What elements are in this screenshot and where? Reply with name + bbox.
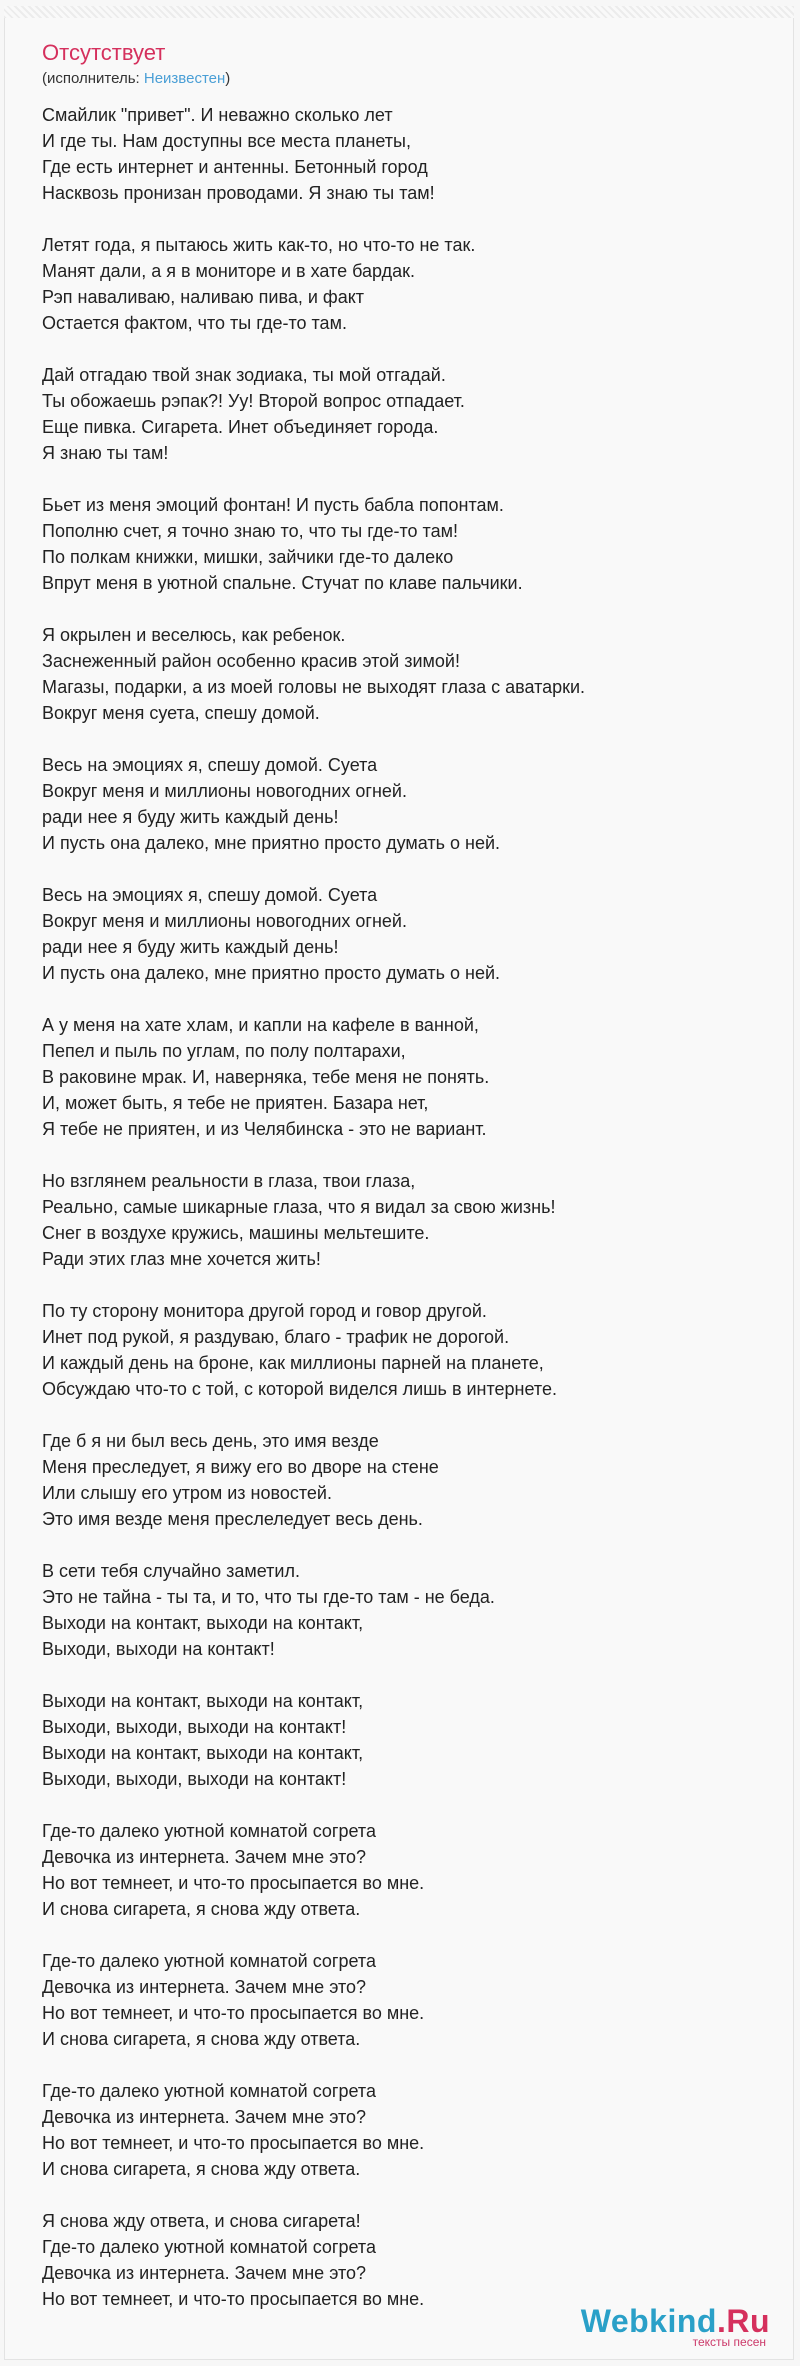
logo-suffix: .Ru (716, 2303, 770, 2339)
lyrics-line: Остается фактом, что ты где-то там. (42, 313, 347, 333)
lyrics-line: Где-то далеко уютной комнатой согрета (42, 1951, 376, 1971)
lyrics-stanza (42, 2208, 772, 2312)
lyrics-stanza (42, 492, 772, 596)
lyrics-line: Меня преследует, я вижу его во дворе на стене (42, 1457, 439, 1477)
lyrics-stanza (42, 1688, 772, 1792)
lyrics-stanza (42, 1558, 772, 1662)
lyrics-line: Где-то далеко уютной комнатой согрета (42, 2081, 376, 2101)
lyrics-line: ради нее я буду жить каждый день! (42, 937, 339, 957)
lyrics-stanza (42, 882, 772, 986)
lyrics-line: Выходи на контакт, выходи на контакт, (42, 1613, 364, 1633)
lyrics-line: Или слышу его утром из новостей. (42, 1483, 332, 1503)
lyrics-line: Реально, самые шикарные глаза, что я видал за свою жизнь! (42, 1197, 556, 1217)
lyrics-line: Инет под рукой, я раздуваю, благо - трафик не дорогой. (42, 1327, 510, 1347)
lyrics-line: Это не тайна - ты та, и то, что ты где-то там - не беда. (42, 1587, 495, 1607)
lyrics-line: Бьет из меня эмоций фонтан! И пусть бабла попонтам. (42, 495, 504, 515)
lyrics-line: В раковине мрак. И, наверняка, тебе меня не понять. (42, 1067, 490, 1087)
lyrics-line: Выходи на контакт, выходи на контакт, (42, 1691, 364, 1711)
lyrics-line: Ты обожаешь рэпак?! Уу! Второй вопрос отпадает. (42, 391, 465, 411)
lyrics-stanza (42, 622, 772, 726)
performer-prefix: (исполнитель: (42, 70, 144, 87)
lyrics-line: По ту сторону монитора другой город и говор другой. (42, 1301, 487, 1321)
decorative-stripe (4, 6, 794, 18)
lyrics-line: Вокруг меня суета, спешу домой. (42, 703, 320, 723)
lyrics-stanza (42, 102, 772, 206)
lyrics-line: Но вот темнеет, и что-то просыпается во мне. (42, 1873, 425, 1893)
lyrics-line: Ради этих глаз мне хочется жить! (42, 1249, 321, 1269)
lyrics-line: Девочка из интернета. Зачем мне это? (42, 1977, 367, 1997)
performer-suffix: ) (225, 70, 231, 87)
lyrics-stanza (42, 1818, 772, 1922)
lyrics-line: Еще пивка. Сигарета. Инет объединяет города. (42, 417, 439, 437)
lyrics-line: Я снова жду ответа, и снова сигарета! (42, 2211, 361, 2231)
lyrics-stanza (42, 752, 772, 856)
lyrics-line: Пепел и пыль по углам, по полу полтарахи, (42, 1041, 406, 1061)
lyrics-line: Девочка из интернета. Зачем мне это? (42, 2263, 367, 2283)
lyrics-line: По полкам книжки, мишки, зайчики где-то далеко (42, 547, 454, 567)
lyrics-stanza (42, 362, 772, 466)
performer-link[interactable]: Неизвестен (143, 70, 226, 87)
lyrics-stanza (42, 1012, 772, 1142)
lyrics-line: Обсуждаю что-то с той, с которой виделся лишь в интернете. (42, 1379, 557, 1399)
lyrics-line: Но вот темнеет, и что-то просыпается во мне. (42, 2003, 425, 2023)
lyrics-stanza (42, 2078, 772, 2182)
lyrics-line: Выходи, выходи, выходи на контакт! (42, 1717, 347, 1737)
lyrics-line: Впрут меня в уютной спальне. Стучат по клаве пальчики. (42, 573, 523, 593)
lyrics-line: И снова сигарета, я снова жду ответа. (42, 2029, 361, 2049)
lyrics-line: А у меня на хате хлам, и капли на кафеле в ванной, (42, 1015, 479, 1035)
lyrics-line: И где ты. Нам доступны все места планеты, (42, 131, 411, 151)
lyrics-line: Девочка из интернета. Зачем мне это? (42, 2107, 367, 2127)
lyrics-line: Заснеженный район особенно красив этой зимой! (42, 651, 460, 671)
lyrics-line: Но вот темнеет, и что-то просыпается во мне. (42, 2133, 425, 2153)
lyrics-line: Где б я ни был весь день, это имя везде (42, 1431, 379, 1451)
logo-tagline: тексты песен (692, 2335, 766, 2349)
lyrics-stanza (42, 1298, 772, 1402)
lyrics-line: И, может быть, я тебе не приятен. Базара нет, (42, 1093, 429, 1113)
logo-name: Webkind (580, 2303, 717, 2339)
lyrics-line: Манят дали, а я в мониторе и в хате бардак. (42, 261, 415, 281)
lyrics-line: Вокруг меня и миллионы новогодних огней. (42, 911, 407, 931)
lyrics-line: Вокруг меня и миллионы новогодних огней. (42, 781, 407, 801)
lyrics-line: Магазы, подарки, а из моей головы не выходят глаза с аватарки. (42, 677, 586, 697)
lyrics-line: Весь на эмоциях я, спешу домой. Суета (42, 885, 378, 905)
lyrics-line: Снег в воздухе кружись, машины мельтешите. (42, 1223, 430, 1243)
lyrics-line: И пусть она далеко, мне приятно просто думать о ней. (42, 833, 501, 853)
song-title: Отсутствует (42, 40, 166, 65)
lyrics-line: Выходи, выходи, выходи на контакт! (42, 1769, 347, 1789)
lyrics-line: И снова сигарета, я снова жду ответа. (42, 2159, 361, 2179)
lyrics-stanza (42, 1168, 772, 1272)
logo-wordmark (581, 2304, 770, 2338)
lyrics-line: Весь на эмоциях я, спешу домой. Суета (42, 755, 378, 775)
lyrics-line: Я тебе не приятен, и из Челябинска - это не вариант. (42, 1119, 487, 1139)
lyrics-line: Где-то далеко уютной комнатой согрета (42, 1821, 376, 1841)
lyrics-stanza (42, 1948, 772, 2052)
lyrics-line: Выходи, выходи на контакт! (42, 1639, 275, 1659)
lyrics-line: Я знаю ты там! (42, 443, 169, 463)
lyrics-line: И пусть она далеко, мне приятно просто думать о ней. (42, 963, 501, 983)
lyrics-line: В сети тебя случайно заметил. (42, 1561, 300, 1581)
site-logo[interactable] (581, 2304, 770, 2348)
lyrics-line: И снова сигарета, я снова жду ответа. (42, 1899, 361, 1919)
lyrics-line: ради нее я буду жить каждый день! (42, 807, 339, 827)
lyrics-line: Я окрылен и веселюсь, как ребенок. (42, 625, 346, 645)
lyrics-line: Насквозь пронизан проводами. Я знаю ты там! (42, 183, 435, 203)
lyrics-line: Выходи на контакт, выходи на контакт, (42, 1743, 364, 1763)
performer-line (42, 70, 230, 88)
lyrics-line: Но взглянем реальности в глаза, твои глаза, (42, 1171, 416, 1191)
lyrics-line: Пополню счет, я точно знаю то, что ты где-то там! (42, 521, 458, 541)
lyrics-line: Дай отгадаю твой знак зодиака, ты мой отгадай. (42, 365, 446, 385)
lyrics-line: Но вот темнеет, и что-то просыпается во мне. (42, 2289, 425, 2309)
lyrics-line: Это имя везде меня преслеледует весь день. (42, 1509, 423, 1529)
lyrics-stanza (42, 1428, 772, 1532)
lyrics-line: Летят года, я пытаюсь жить как-то, но что-то не так. (42, 235, 476, 255)
lyrics-line: И каждый день на броне, как миллионы парней на планете, (42, 1353, 544, 1373)
lyrics-line: Где-то далеко уютной комнатой согрета (42, 2237, 376, 2257)
lyrics-stanza (42, 232, 772, 336)
lyrics-line: Рэп наваливаю, наливаю пива, и факт (42, 287, 365, 307)
lyrics-line: Смайлик "привет". И неважно сколько лет (42, 105, 393, 125)
lyrics-line: Где есть интернет и антенны. Бетонный город (42, 157, 428, 177)
lyrics-line: Девочка из интернета. Зачем мне это? (42, 1847, 367, 1867)
lyrics-body (42, 102, 772, 2338)
